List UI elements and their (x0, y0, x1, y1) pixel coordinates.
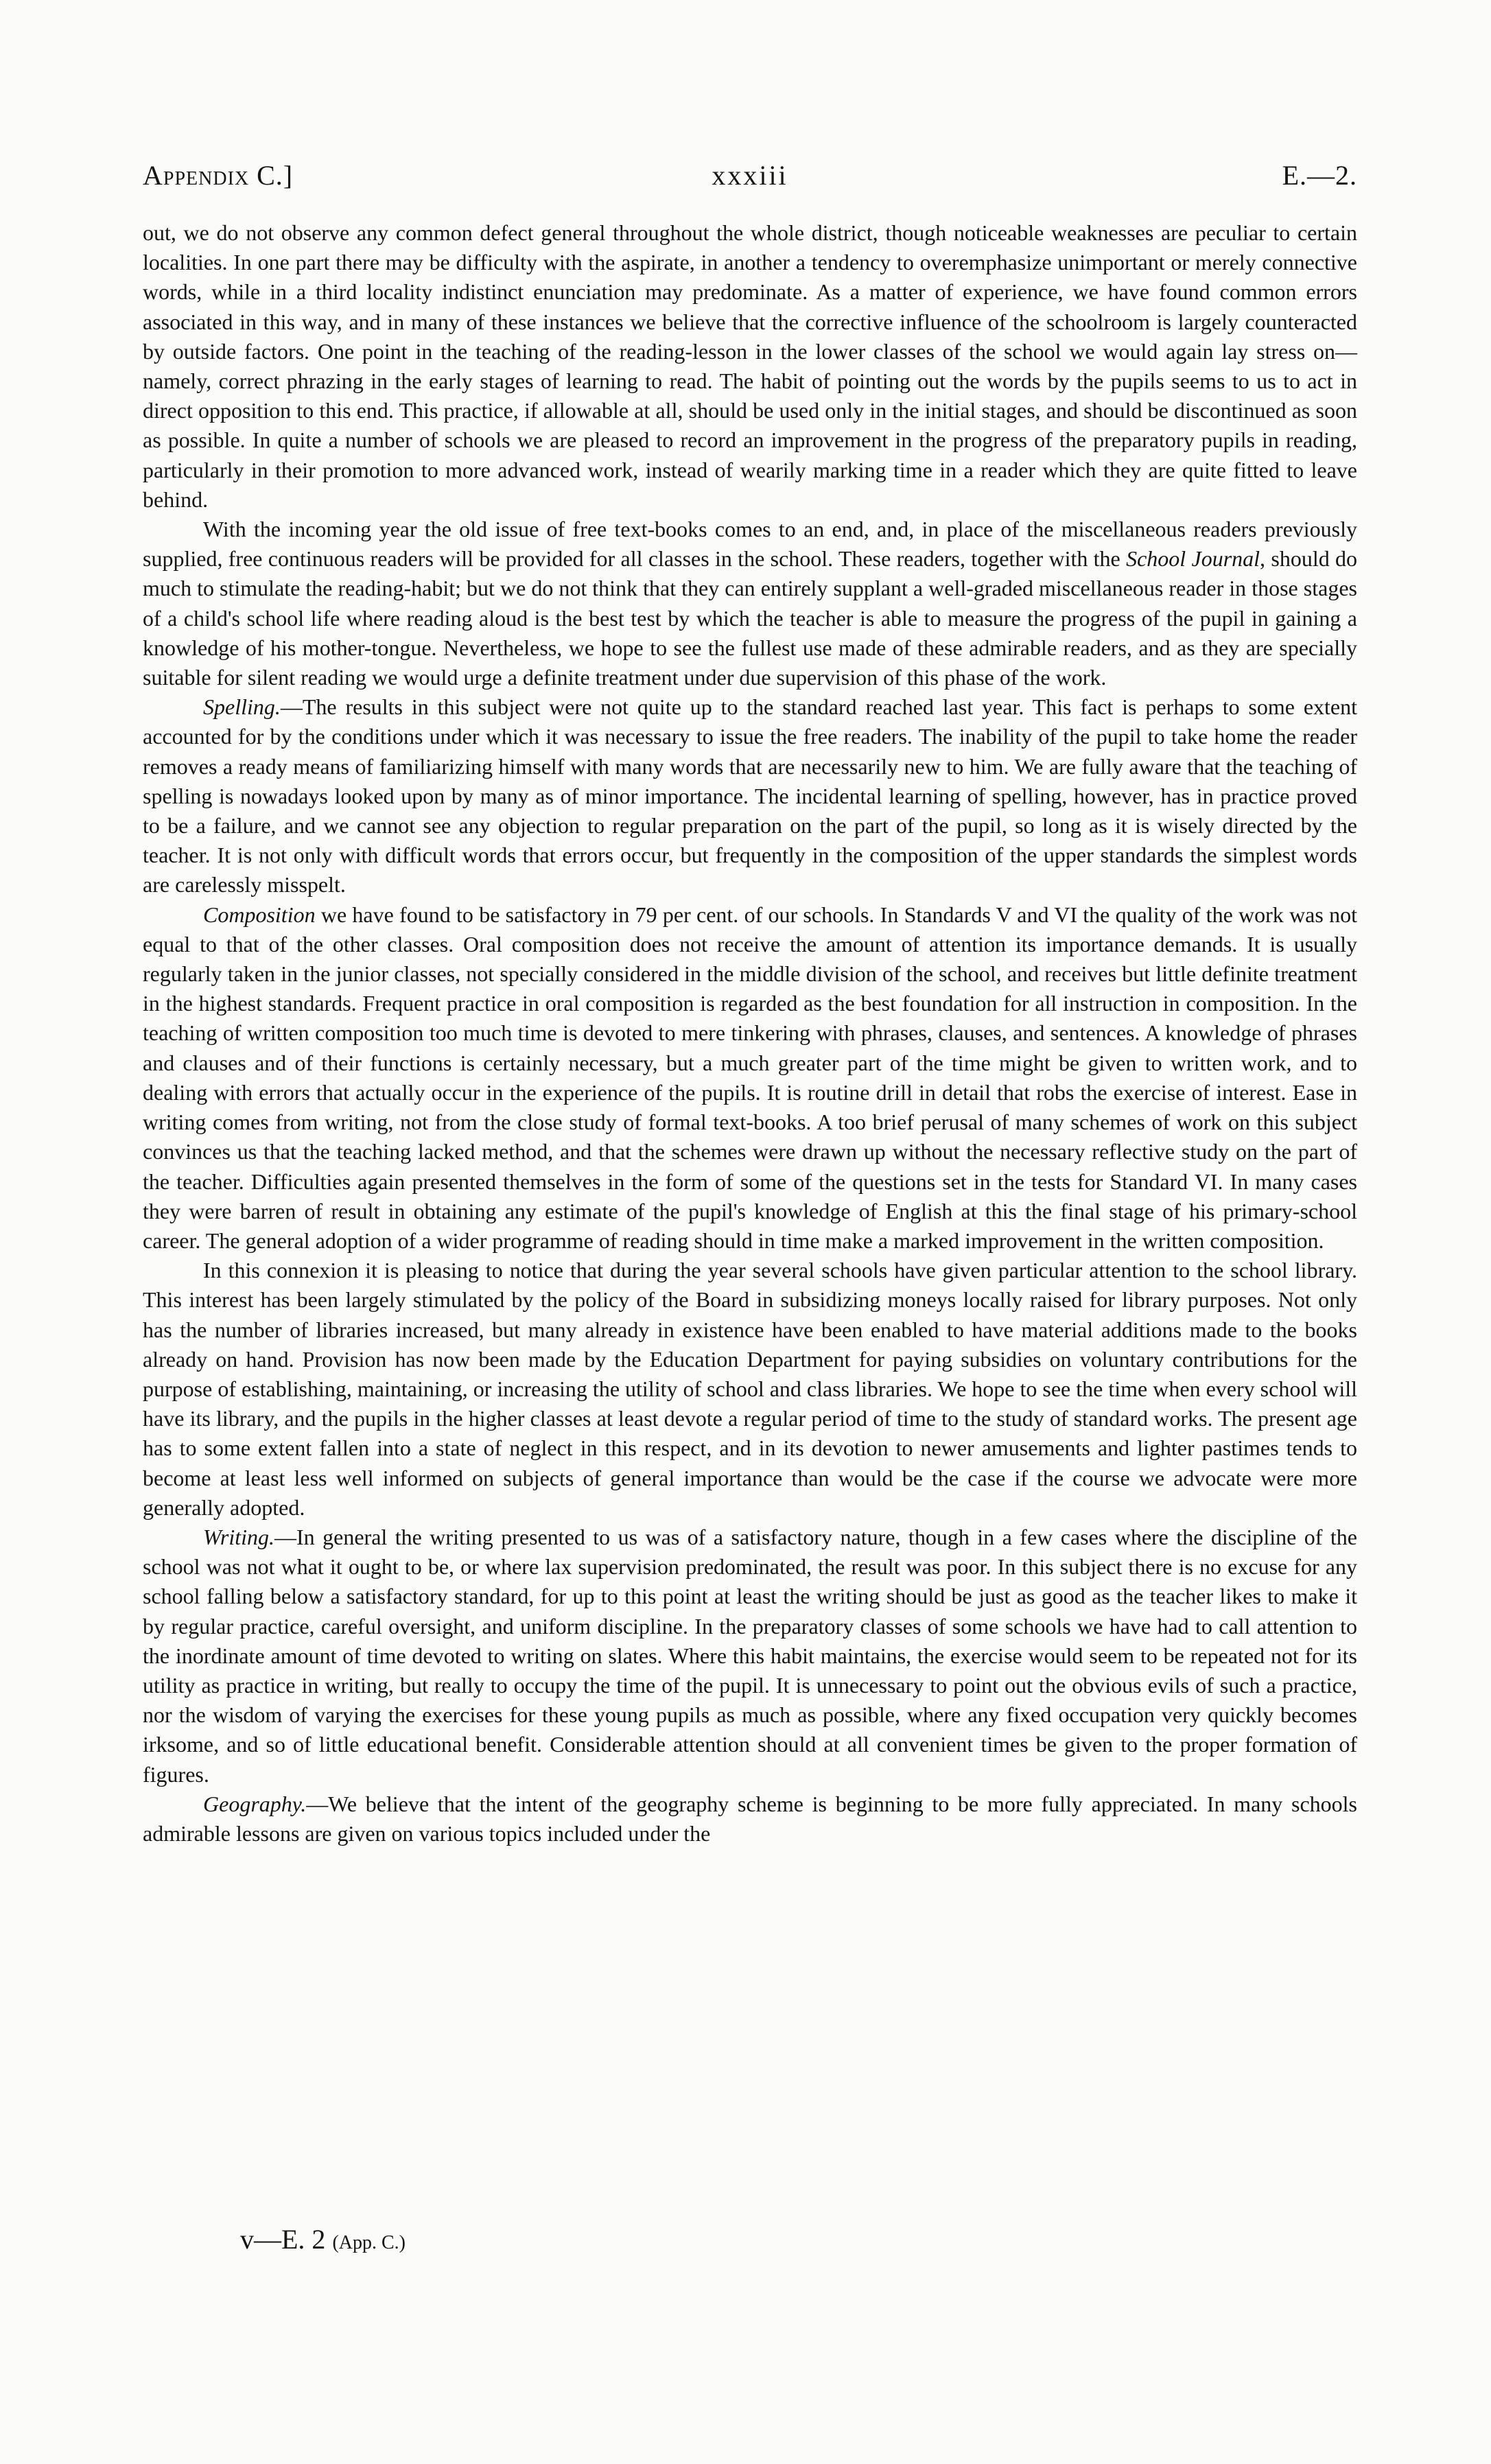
paragraph-writing (143, 1523, 1357, 1790)
signature-appendix: (App. C.) (332, 2232, 406, 2253)
paragraph-composition (143, 900, 1357, 1256)
body-text (143, 218, 1357, 1849)
header-paper-code: E.—2. (1282, 160, 1357, 191)
paragraph-readers (143, 515, 1357, 692)
paragraph-geography (143, 1790, 1357, 1849)
paragraph-text: —The results in this subject were not quite up to the standard reached last year. This fact is perhaps to some extent accounted for by the conditions under which it was necessary to issue the free readers. The inability of the pupil to take home the reader removes a ready means of familiarizing himself with many words that are necessarily new to him. We are fully aware that the teaching of spelling is nowadays looked upon by many as of minor importance. The incidental learning of spelling, however, has in practice proved to be a failure, and we cannot see any objection to regular preparation on the part of the pupil, so long as it is wisely directed by the teacher. It is not only with difficult words that errors occur, but frequently in the composition of the upper standards the simplest words are carelessly misspelt. (143, 694, 1357, 897)
italic-title: School Journal (1126, 546, 1260, 572)
header-appendix: Appendix C.] (143, 160, 294, 191)
paragraph-text: we have found to be satisfactory in 79 per cent. of our schools. In Standards V and VI the quality of the work was not equal to that of the other classes. Oral composition does not receive the amount of attention its importance demands. It is usually regularly taken in the junior classes, not specially considered in the middle division of the school, and receives but little definite treatment in the highest standards. Frequent practice in oral composition is regarded as the best foundation for all instruction in composition. In the teaching of written composition too much time is devoted to mere tinkering with phrases, clauses, and sentences. A knowledge of phrases and clauses and of their functions is certainly necessary, but a much greater part of the time might be given to written work, and to dealing with errors that actually occur in the experience of the pupils. It is routine drill in detail that robs the exercise of interest. Ease in writing comes from writing, not from the close study of formal text-books. A too brief perusal of many schemes of work on this subject convinces us that the teaching lacked method, and that the schemes were drawn up without the necessary reflective study on the part of the teacher. Difficulties again presented themselves in the form of some of the questions set in the tests for Standard VI. In many cases they were barren of result in obtaining any estimate of the pupil's knowledge of English at this the final stage of his primary-school career. The general adoption of a wider programme of reading should in time make a marked improvement in the written composition. (143, 902, 1357, 1253)
paragraph-text: , should do much to stimulate the reading-habit; but we do not think that they can entirely supplant a well-graded miscellaneous reader in those stages of a child's school life where reading aloud is the best test by which the teacher is able to measure the progress of the pupil in gaining a knowledge of his mother-tongue. Nevertheless, we hope to see the fullest use made of these admirable readers, and as they are specially suitable for silent reading we would urge a definite treatment under due supervision of this phase of the work. (143, 546, 1358, 690)
section-lead: Geography. (203, 1791, 307, 1816)
signature-mark (240, 2223, 406, 2255)
paragraph-text: In this connexion it is pleasing to notice that during the year several schools have given particular attention to the school library. This interest has been largely stimulated by the policy of the Board in subsidizing moneys locally raised for library purposes. Not only has the number of libraries increased, but many already in existence have been enabled to have material additions made to the books already on hand. Provision has now been made by the Education Department for paying subsidies on voluntary contributions for the purpose of establishing, maintaining, or increasing the utility of school and class libraries. We hope to see the time when every school will have its library, and the pupils in the higher classes at least devote a regular period of time to the study of standard works. The present age has to some extent fallen into a state of neglect in this respect, and in its devotion to newer amusements and lighter pastimes tends to become at least less well informed on subjects of general importance than would be the case if the course we advocate were more generally adopted. (143, 1258, 1357, 1520)
paragraph-text: out, we do not observe any common defect general throughout the whole district, though noticeable weaknesses are peculiar to certain localities. In one part there may be difficulty with the aspirate, in another a tendency to overemphasize unimportant or merely connective words, while in a third locality indistinct enunciation may predominate. As a matter of experience, we have found common errors associated in this way, and in many of these instances we believe that the corrective influence of the schoolroom is largely counteracted by outside factors. One point in the teaching of the reading-lesson in the lower classes of the school we would again lay stress on—namely, correct phrazing in the early stages of learning to read. The habit of pointing out the words by the pupils seems to us to act in direct opposition to this end. This practice, if allowable at all, should be used only in the initial stages, and should be discontinued as soon as possible. In quite a number of schools we are pleased to record an improvement in the progress of the preparatory pupils in reading, particularly in their promotion to more advanced work, instead of wearily marking time in a reader which they are quite fitted to leave behind. (143, 220, 1357, 512)
section-lead: Composition (203, 902, 316, 927)
running-header (143, 159, 1357, 200)
paragraph-spelling (143, 692, 1357, 900)
paragraph-text: —We believe that the intent of the geography scheme is beginning to be more fully appreciated. In many schools admirable lessons are given on various topics included under the (143, 1791, 1357, 1846)
paragraph-text: —In general the writing presented to us was of a satisfactory nature, though in a few cases where the discipline of the school was not what it ought to be, or where lax supervision predominated, the result was poor. In this subject there is no excuse for any school falling below a satisfactory standard, for up to this point at least the writing should be just as good as the teacher likes to make it by regular practice, careful oversight, and uniform discipline. In the preparatory classes of some schools we have had to call attention to the inordinate amount of time devoted to writing on slates. Where this habit maintains, the exercise would seem to be repeated not for its utility as practice in writing, but really to occupy the time of the pupil. It is unnecessary to point out the obvious evils of such a practice, nor the wisdom of varying the exercises for these young pupils as much as possible, where any fixed occupation very quickly becomes irksome, and so of little educational benefit. Considerable attention should at all convenient times be given to the proper formation of figures. (143, 1524, 1357, 1787)
paragraph-library (143, 1256, 1357, 1523)
section-lead: Spelling. (203, 694, 281, 720)
paragraph-text: With the incoming year the old issue of free text-books comes to an end, and, in place of the miscellaneous readers previously supplied, free continuous readers will be provided for all classes in the school. These readers, together with the (143, 517, 1357, 572)
header-page-number: xxxiii (712, 160, 788, 191)
paragraph-reading (143, 218, 1357, 515)
section-lead: Writing. (203, 1524, 275, 1549)
signature-code: v—E. 2 (240, 2224, 326, 2255)
